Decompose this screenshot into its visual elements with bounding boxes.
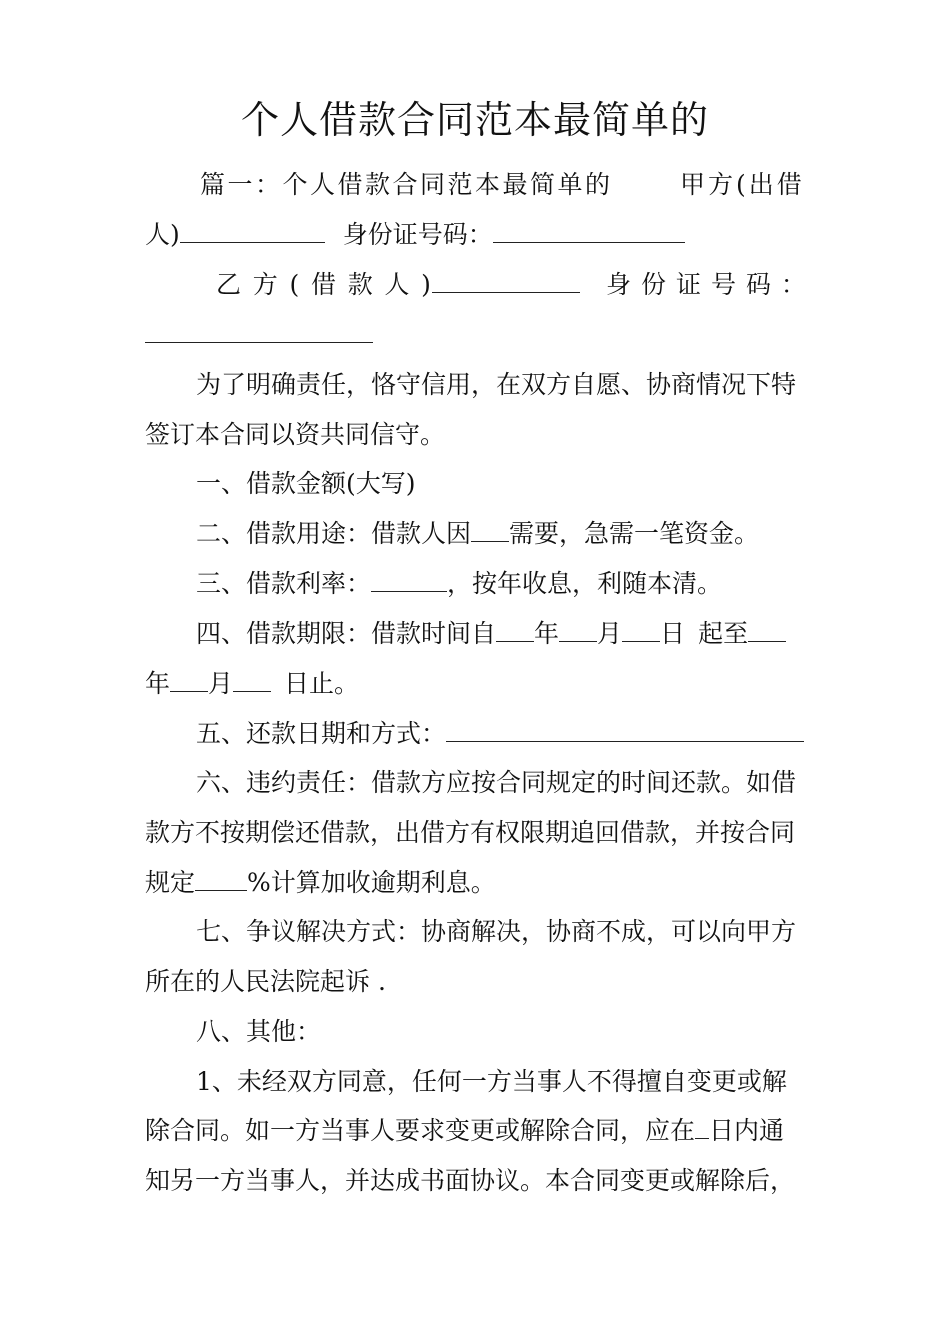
clause-8: 八、其他： bbox=[196, 1017, 322, 1046]
party-a-name-blank bbox=[180, 220, 325, 243]
clause-8-1-text-a: 除合同。如一方当事人要求变更或解除合同，应在 bbox=[145, 1116, 696, 1145]
party-b-id-char: 证 bbox=[675, 270, 701, 299]
clause-8-1-line-2 bbox=[145, 1114, 784, 1148]
clause-8-1-line-1: 1、未经双方同意，任何一方当事人不得擅自变更或解 bbox=[196, 1067, 787, 1096]
party-b-char: 款 bbox=[347, 270, 373, 299]
party-b-id-char: 份 bbox=[640, 270, 666, 299]
clause-5 bbox=[196, 717, 804, 751]
party-b-char: 方 bbox=[252, 270, 278, 299]
start-day-blank bbox=[622, 619, 660, 642]
end-day-label: 日止。 bbox=[284, 669, 360, 698]
party-a-cont: 人) bbox=[145, 220, 180, 249]
notice-days-blank bbox=[695, 1116, 709, 1139]
clause-7-line-1: 七、争议解决方式：协商解决，协商不成，可以向甲方 bbox=[196, 917, 797, 946]
preamble-line-2: 签订本合同以资共同信守。 bbox=[145, 420, 446, 449]
end-day-blank bbox=[233, 669, 271, 692]
start-year-blank bbox=[496, 619, 534, 642]
clause-3-blank bbox=[371, 569, 447, 592]
year-label: 年 bbox=[145, 669, 171, 698]
month-label: 月 bbox=[597, 619, 623, 648]
clause-6-line-2: 款方不按期偿还借款，出借方有权限期追回借款，并按合同 bbox=[145, 818, 796, 847]
party-b-id-char: 身 bbox=[606, 270, 632, 299]
party-b-char: ( bbox=[289, 270, 300, 299]
until-label: 起至 bbox=[698, 619, 749, 648]
document-title: 个人借款合同范本最简单的 bbox=[240, 98, 709, 142]
clause-2 bbox=[196, 517, 759, 551]
end-month-blank bbox=[170, 669, 208, 692]
clause-3-text-b: ，按年收息，利随本清。 bbox=[447, 569, 723, 598]
clause-6-text-b: %计算加收逾期利息。 bbox=[247, 868, 496, 897]
end-year-blank bbox=[748, 619, 786, 642]
clause-2-blank bbox=[471, 519, 509, 542]
party-b-id-char: 码 bbox=[745, 270, 771, 299]
repayment-blank bbox=[446, 719, 804, 742]
clause-1: 一、借款金额(大写) bbox=[196, 469, 416, 498]
clause-8-1-text-b: 日内通 bbox=[709, 1116, 785, 1145]
clause-5-text: 五、还款日期和方式： bbox=[196, 719, 447, 748]
intro-line-1 bbox=[200, 168, 613, 202]
day-label: 日 bbox=[660, 619, 686, 648]
clause-4-line-2 bbox=[145, 667, 359, 701]
penalty-rate-blank bbox=[195, 868, 247, 891]
clause-6-line-3 bbox=[145, 866, 496, 900]
clause-3-text-a: 三、借款利率： bbox=[196, 569, 372, 598]
start-month-blank bbox=[559, 619, 597, 642]
party-b-id-char: 号 bbox=[710, 270, 736, 299]
clause-2-text-b: 需要，急需一笔资金。 bbox=[509, 519, 760, 548]
party-b-id-blank bbox=[145, 342, 373, 343]
clause-2-text-a: 二、借款用途：借款人因 bbox=[196, 519, 472, 548]
party-b-char: 乙 bbox=[216, 270, 242, 299]
party-a-id-label: 身份证号码： bbox=[342, 220, 493, 249]
party-b-char: 人 bbox=[384, 270, 410, 299]
clause-6-line-1: 六、违约责任：借款方应按合同规定的时间还款。如借 bbox=[196, 768, 797, 797]
party-a-id-blank bbox=[493, 220, 685, 243]
clause-3 bbox=[196, 567, 722, 601]
intro-line-2 bbox=[145, 218, 685, 252]
clause-7-line-2: 所在的人民法院起诉 . bbox=[145, 967, 386, 996]
party-b-label bbox=[216, 268, 431, 302]
party-b-id-char: ： bbox=[780, 270, 806, 299]
month-label: 月 bbox=[208, 669, 234, 698]
clause-4-label: 四、借款期限：借款时间自 bbox=[196, 619, 497, 648]
party-b-name-blank bbox=[432, 292, 580, 293]
year-label: 年 bbox=[534, 619, 560, 648]
intro-heading: 篇一：个人借款合同范本最简单的 bbox=[200, 170, 613, 199]
party-b-char: ) bbox=[421, 270, 431, 299]
clause-4-line-1 bbox=[196, 617, 786, 651]
clause-8-1-line-3: 知另一方当事人，并达成书面协议。本合同变更或解除后， bbox=[145, 1166, 796, 1195]
party-b-id-label bbox=[606, 268, 806, 302]
party-a-label: 甲方(出借 bbox=[680, 170, 805, 199]
clause-6-text-a: 规定 bbox=[145, 868, 196, 897]
preamble-line-1: 为了明确责任，恪守信用，在双方自愿、协商情况下特 bbox=[196, 370, 797, 399]
party-b-char: 借 bbox=[310, 270, 336, 299]
